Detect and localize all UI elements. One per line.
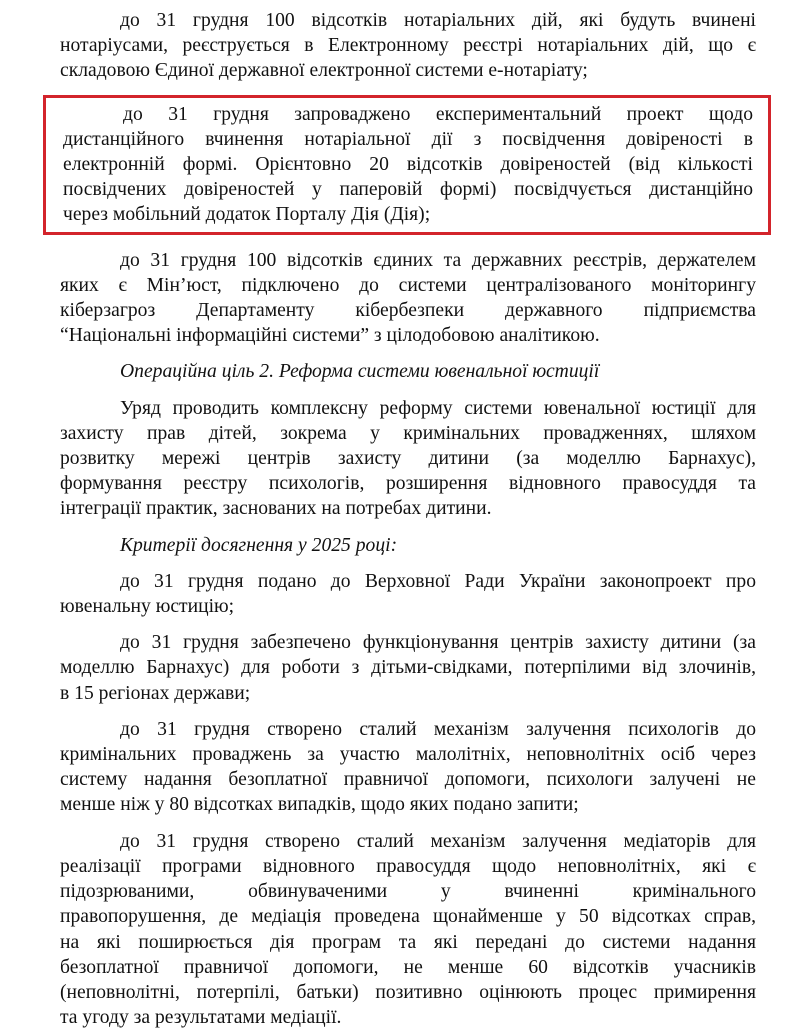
paragraph-line: моделлю Барнахус) для роботи з дітьми-свідками, потерпілими від злочинів, xyxy=(60,657,756,679)
paragraph-line: реалізації програми відновного правосуддя щодо неповнолітніх, які є xyxy=(60,855,756,877)
section-heading: Операційна ціль 2. Реформа системи ювенальної юстиції xyxy=(120,361,600,383)
paragraph-line: електронній формі. Орієнтовно 20 відсотків довіреностей (від кількості xyxy=(63,154,753,176)
paragraph-line: дистанційного вчинення нотаріальної дії з посвідчення довіреності в xyxy=(63,128,753,150)
paragraph-line: розвитку мережі центрів захисту дитини (за моделлю Барнахус), xyxy=(60,448,756,470)
paragraph-line: яких є Мін’юст, підключено до системи централізованого моніторингу xyxy=(60,274,756,296)
paragraph-line: менше ніж у 80 відсотках випадків, щодо яких подано запити; xyxy=(60,794,579,816)
paragraph-line: систему надання безоплатної правничої допомоги, психологи залучені не xyxy=(60,769,756,791)
paragraph-line: “Національні інформаційні системи” з цілодобовою аналітикою. xyxy=(60,325,600,347)
paragraph xyxy=(60,8,756,84)
paragraph-line: через мобільний додаток Порталу Дія (Дія); xyxy=(63,204,431,226)
paragraph-line: формування реєстру психологів, розширення відновного правосуддя та xyxy=(60,473,756,495)
paragraph-line: правопорушення, де медіація проведена щонайменше у 50 відсотках справ, xyxy=(60,906,756,928)
paragraph-line: на які поширюється дія програм та які передані до системи надання xyxy=(60,931,756,953)
paragraph-line: до 31 грудня 100 відсотків єдиних та державних реєстрів, держателем xyxy=(120,249,756,271)
paragraph-line: кримінальних проваджень за участю малолітніх, неповнолітніх осіб через xyxy=(60,744,756,766)
paragraph xyxy=(60,569,756,619)
paragraph xyxy=(60,630,756,706)
paragraph-line: інтеграції практик, заснованих на потребах дитини. xyxy=(60,498,492,520)
paragraph-line: Уряд проводить комплексну реформу системи ювенальної юстиції для xyxy=(120,397,756,419)
paragraph-line: підозрюваними, обвинуваченими у вчиненні кримінального xyxy=(60,881,756,903)
paragraph xyxy=(60,717,756,818)
paragraph-line: складовою Єдиної державної електронної системи е-нотаріату; xyxy=(60,60,588,82)
paragraph-line: ювенальну юстицію; xyxy=(60,596,235,618)
paragraph-line: до 31 грудня 100 відсотків нотаріальних дій, які будуть вчинені xyxy=(120,10,756,31)
paragraph xyxy=(63,102,753,228)
paragraph-line: до 31 грудня подано до Верховної Ради України законопроект про xyxy=(120,570,756,592)
section-heading: Критерії досягнення у 2025 році: xyxy=(120,534,398,556)
paragraph-line: в 15 регіонах держави; xyxy=(60,682,251,704)
paragraph-line: кіберзагроз Департаменту кібербезпеки державного підприємства xyxy=(60,300,756,322)
highlight-box xyxy=(43,95,771,235)
paragraph-line: до 31 грудня створено сталий механізм залучення психологів до xyxy=(120,718,756,740)
paragraph-line: (неповнолітні, потерпілі, батьки) позитивно оцінюють процес примирення xyxy=(60,981,756,1003)
paragraph xyxy=(60,248,756,349)
paragraph-line: до 31 грудня забезпечено функціонування центрів захисту дитини (за xyxy=(120,632,756,654)
paragraph-line: захисту прав дітей, зокрема у кримінальних провадженнях, шляхом xyxy=(60,422,756,444)
paragraph-line: до 31 грудня створено сталий механізм залучення медіаторів для xyxy=(120,830,756,852)
paragraph-line: безоплатної правничої допомоги, не менше 60 відсотків учасників xyxy=(60,956,756,978)
paragraph xyxy=(60,396,756,522)
paragraph xyxy=(60,829,756,1030)
paragraph-line: та угоду за результатами медіації. xyxy=(60,1007,342,1029)
paragraph-line: до 31 грудня запроваджено експериментальний проект щодо xyxy=(123,103,753,125)
paragraph-line: нотаріусами, реєструється в Електронному реєстрі нотаріальних дій, що є xyxy=(60,35,756,57)
paragraph-line: посвідчених довіреностей у паперовій формі) посвідчується дистанційно xyxy=(63,179,753,201)
